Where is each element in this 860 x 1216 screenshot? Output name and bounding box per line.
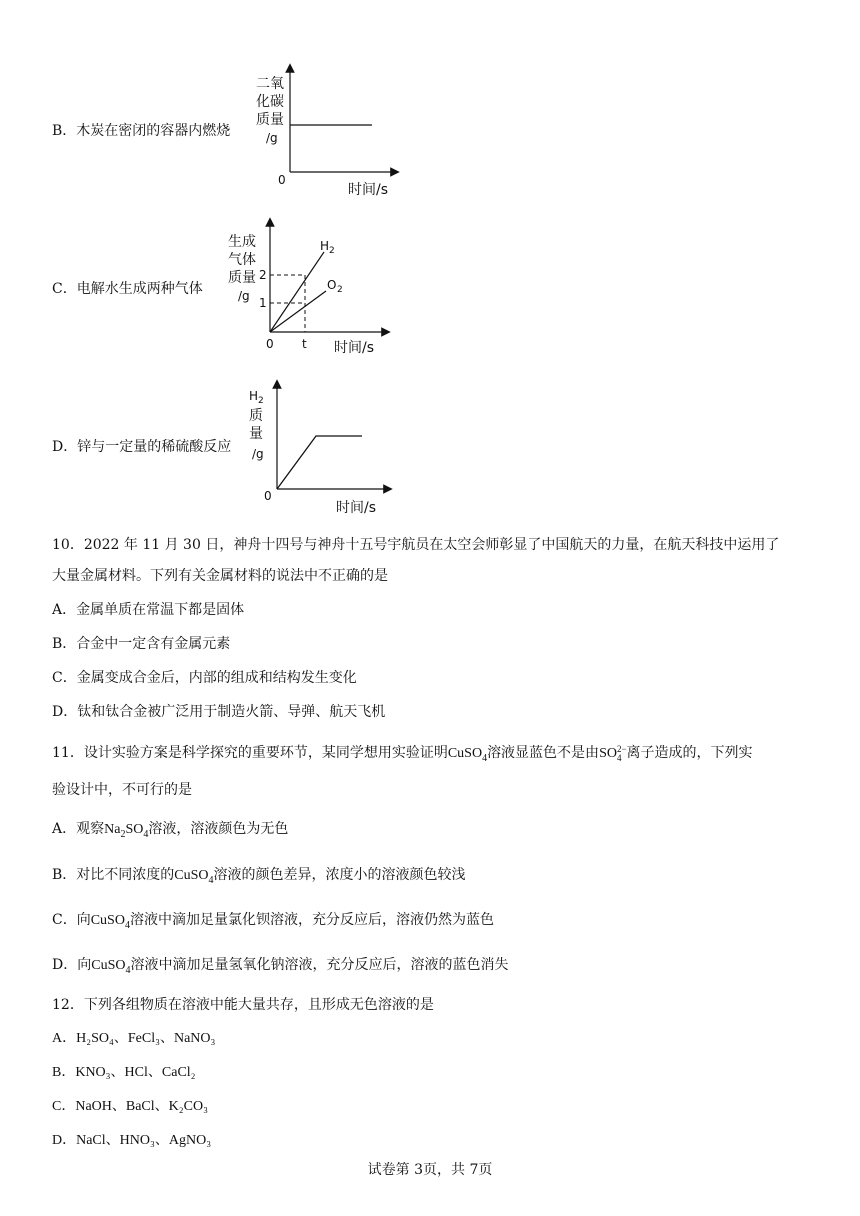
tick-t: t bbox=[302, 337, 307, 351]
y-label-line3: 质量 bbox=[256, 112, 284, 128]
y-label-unit: /g bbox=[238, 289, 250, 303]
y-label-line2: 量 bbox=[249, 426, 263, 442]
y-label-h2: H bbox=[249, 389, 259, 403]
q10-option-b: B．合金中一定含有金属元素 bbox=[52, 636, 231, 652]
q12-option-a: A．H₂SO₄、FeCl₃、NaNO₃ bbox=[52, 1031, 216, 1046]
x-label: 时间/s bbox=[348, 182, 389, 198]
y-label-line3: 质量 bbox=[228, 270, 256, 286]
q11-option-d: D．向CuSO$_4$溶液中滴加足量氢氧化钠溶液，充分反应后，溶液的蓝色消失 bbox=[52, 957, 509, 976]
h2-series-sub: 2 bbox=[329, 246, 335, 256]
x-label: 时间/s bbox=[334, 340, 375, 356]
y-label-line2: 化碳 bbox=[256, 94, 284, 110]
origin-label: 0 bbox=[266, 337, 274, 351]
q11-stem-line2: 验设计中，不可行的是 bbox=[52, 782, 192, 798]
tick-1: 1 bbox=[259, 296, 267, 310]
q9-option-b-label: B．木炭在密闭的容器内燃烧 bbox=[52, 123, 231, 139]
q9-option-b-graph bbox=[250, 62, 400, 202]
q11-stem-line1: 11．设计实验方案是科学探究的重要环节，某同学想用实验证明CuSO$_4$溶液显蓝色不是由SO 2− 4 离子造成的，下列实 bbox=[52, 743, 753, 764]
q10-stem-line1: 10．2022 年 11 月 30 日，神舟十四号与神舟十五号宇航员在太空会师彰显了中国航天的力量，在航天科技中运用了 bbox=[52, 537, 780, 553]
o2-series-sub: 2 bbox=[337, 285, 343, 295]
origin-label: 0 bbox=[264, 489, 272, 503]
h2-line bbox=[270, 252, 324, 332]
o2-series-label: O bbox=[327, 278, 337, 292]
y-label-line1: 二氧 bbox=[256, 76, 284, 92]
q9-option-c-graph bbox=[226, 216, 396, 361]
h2-series-label: H bbox=[320, 239, 330, 253]
q12-option-d: D．NaCl、HNO₃、AgNO₃ bbox=[52, 1133, 212, 1148]
q9-option-d-label: D．锌与一定量的稀硫酸反应 bbox=[52, 439, 232, 455]
cuso4-formula: CuSO$_4$ bbox=[447, 746, 488, 764]
h2-mass-line bbox=[277, 436, 362, 489]
q10-stem-line2: 大量金属材料。下列有关金属材料的说法中不正确的是 bbox=[52, 568, 388, 584]
q12-stem: 12．下列各组物质在溶液中能大量共存，且形成无色溶液的是 bbox=[52, 997, 434, 1013]
x-label: 时间/s bbox=[336, 500, 377, 516]
y-label-unit: /g bbox=[252, 447, 264, 461]
tick-2: 2 bbox=[259, 268, 267, 282]
q9-option-d-graph bbox=[244, 378, 400, 520]
q10-option-c: C．金属变成合金后，内部的组成和结构发生变化 bbox=[52, 670, 357, 686]
q12-option-c: C．NaOH、BaCl、K₂CO₃ bbox=[52, 1099, 208, 1114]
q11-option-b: B．对比不同浓度的CuSO$_4$溶液的颜色差异，浓度小的溶液颜色较浅 bbox=[52, 867, 466, 886]
y-label-h2-sub: 2 bbox=[258, 396, 264, 406]
page-footer: 试卷第 3页，共 7页 bbox=[367, 1162, 493, 1178]
q11-option-a: A．观察$Na_2SO_4$溶液，溶液颜色为无色 bbox=[52, 821, 289, 840]
y-label-line1: 质 bbox=[249, 408, 263, 424]
q10-option-a: A．金属单质在常温下都是固体 bbox=[52, 602, 245, 618]
origin-label: 0 bbox=[278, 173, 286, 187]
y-label-unit: /g bbox=[266, 131, 278, 145]
q9-option-c-label: C．电解水生成两种气体 bbox=[52, 281, 203, 297]
q11-option-c: C．向CuSO$_4$溶液中滴加足量氯化钡溶液，充分反应后，溶液仍然为蓝色 bbox=[52, 912, 494, 931]
q10-option-d: D．钛和钛合金被广泛用于制造火箭、导弹、航天飞机 bbox=[52, 704, 386, 720]
q12-option-b: B．KNO₃、HCl、CaCl₂ bbox=[52, 1065, 196, 1080]
o2-line bbox=[270, 291, 326, 332]
y-label-line2: 气体 bbox=[228, 252, 256, 268]
sulfate-ion-formula: SO 2− 4 bbox=[599, 743, 627, 763]
y-label-line1: 生成 bbox=[228, 234, 256, 250]
